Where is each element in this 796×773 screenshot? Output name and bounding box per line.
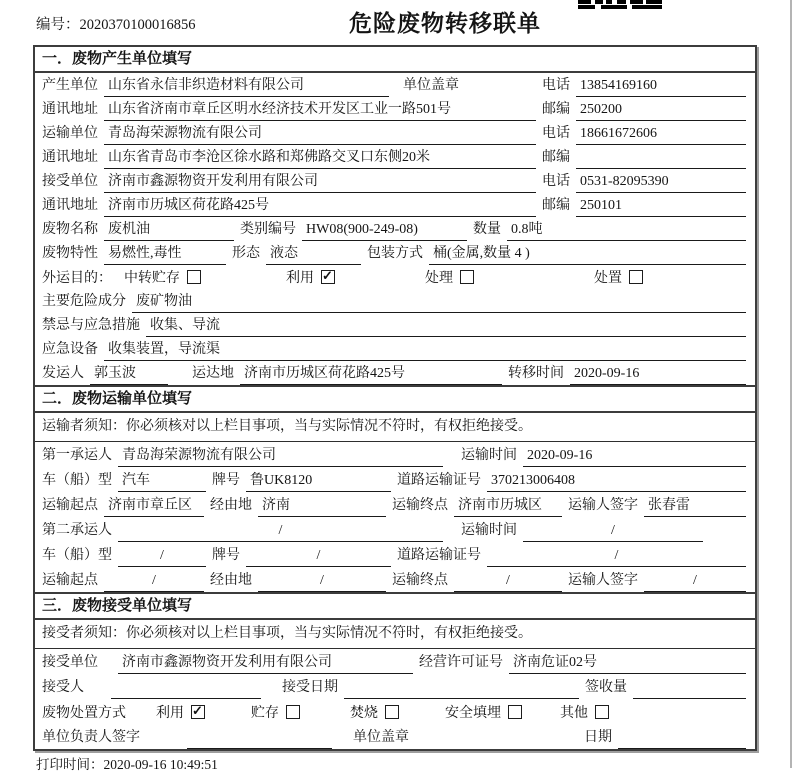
accept-date-label: 接受日期 xyxy=(282,680,338,695)
checkbox-icon xyxy=(508,705,522,719)
disposal-option-incinerate xyxy=(350,702,399,722)
checkbox-label: 处理 xyxy=(425,271,453,286)
page-title: 危险废物转移联单 xyxy=(349,10,541,36)
road-license-label: 道路运输证号 xyxy=(397,548,481,563)
print-time xyxy=(36,753,218,773)
route-row-1 xyxy=(35,492,755,517)
received-qty-label: 签收量 xyxy=(585,680,627,695)
via-2-value: / xyxy=(258,573,386,592)
vehicle-type-label: 车（船）型 xyxy=(42,548,112,563)
acceptor-value xyxy=(111,681,261,699)
vehicle-row-1 xyxy=(35,467,755,492)
permit-label: 经营许可证号 xyxy=(419,655,503,670)
address-label: 通讯地址 xyxy=(42,150,98,165)
accept-unit-value: 济南市鑫源物资开发利用有限公司 xyxy=(118,651,413,674)
print-time-label: 打印时间： xyxy=(36,757,104,772)
print-time-value: 2020-09-16 10:49:51 xyxy=(103,757,218,772)
receiver-unit-row xyxy=(35,169,755,193)
consignor-row xyxy=(35,361,755,385)
hazard-component-row xyxy=(35,289,755,313)
producer-zip-value: 250200 xyxy=(576,102,746,121)
received-qty-value xyxy=(633,681,746,699)
packing-label: 包装方式 xyxy=(367,246,423,261)
transport-phone-value: 18661672606 xyxy=(576,126,746,145)
end-label: 运输终点 xyxy=(392,573,448,588)
transport-unit-row xyxy=(35,121,755,145)
checkbox-label: 处置 xyxy=(594,271,622,286)
taboo-measures-row xyxy=(35,313,755,337)
transport-unit-value: 青岛海荣源物流有限公司 xyxy=(104,122,536,145)
accept-date-value xyxy=(344,681,579,699)
accept-unit-row xyxy=(35,649,755,674)
acceptor-row xyxy=(35,674,755,699)
via-label: 经由地 xyxy=(210,573,252,588)
plate-label: 牌号 xyxy=(212,548,240,563)
plate-label: 牌号 xyxy=(212,473,240,488)
carrier-sign-label: 运输人签字 xyxy=(568,573,638,588)
disposal-option-storage xyxy=(251,702,300,722)
destination-label: 运达地 xyxy=(192,366,234,381)
purpose-option-utilize xyxy=(286,267,335,287)
producer-address-row xyxy=(35,97,755,121)
transport-time-2-value: / xyxy=(523,523,703,542)
quantity-value: 0.8吨 xyxy=(507,218,746,241)
consignor-label: 发运人 xyxy=(42,366,84,381)
waste-name-label: 废物名称 xyxy=(42,222,98,237)
date-value xyxy=(618,731,746,749)
first-carrier-row xyxy=(35,442,755,467)
second-carrier-value: / xyxy=(118,523,443,542)
producer-unit-value: 山东省永信非织造材料有限公司 xyxy=(104,74,389,97)
acceptor-label: 接受人 xyxy=(42,680,84,695)
form-value: 液态 xyxy=(266,242,361,265)
road-license-value: 370213006408 xyxy=(487,473,746,492)
head-signature-value xyxy=(187,731,332,749)
receiver-zip-value: 250101 xyxy=(576,198,746,217)
waste-character-value: 易燃性,毒性 xyxy=(104,242,226,265)
carrier-sign-label: 运输人签字 xyxy=(568,498,638,513)
transport-time-label: 运输时间 xyxy=(461,448,517,463)
end-2-value: / xyxy=(454,573,562,592)
form-label: 形态 xyxy=(232,246,260,261)
zip-label: 邮编 xyxy=(542,198,570,213)
producer-unit-row xyxy=(35,73,755,97)
checkbox-label: 中转贮存 xyxy=(124,271,180,286)
carrier-sign-value: 张春雷 xyxy=(644,494,746,517)
quantity-label: 数量 xyxy=(473,222,501,237)
origin-value: 济南市章丘区 xyxy=(104,494,204,517)
page-edge-divider xyxy=(790,0,792,768)
producer-unit-label: 产生单位 xyxy=(42,78,98,93)
end-label: 运输终点 xyxy=(392,498,448,513)
hazard-component-value: 废矿物油 xyxy=(132,290,746,313)
disposal-method-row xyxy=(35,699,755,724)
section-3-header: 三．废物接受单位填写 xyxy=(35,592,755,620)
phone-label: 电话 xyxy=(542,78,570,93)
waste-character-label: 废物特性 xyxy=(42,246,98,261)
second-carrier-label: 第二承运人 xyxy=(42,523,112,538)
via-value: 济南 xyxy=(258,494,386,517)
receiver-unit-label: 接受单位 xyxy=(42,174,98,189)
checkbox-checked-icon xyxy=(321,270,335,284)
vehicle-row-2 xyxy=(35,542,755,567)
carrier-sign-2-value: / xyxy=(644,573,746,592)
end-value: 济南市历城区 xyxy=(454,494,562,517)
transporter-notice: 运输者须知：你必须核对以上栏目事项，当与实际情况不符时，有权拒绝接受。 xyxy=(35,413,755,442)
checkbox-icon xyxy=(385,705,399,719)
emergency-equipment-row xyxy=(35,337,755,361)
head-signature-label: 单位负责人签字 xyxy=(42,730,140,745)
purpose-label: 外运目的： xyxy=(42,271,112,286)
transport-time-value: 2020-09-16 xyxy=(523,448,746,467)
section-2-header: 二．废物运输单位填写 xyxy=(35,385,755,413)
first-carrier-value: 青岛海荣源物流有限公司 xyxy=(118,444,443,467)
vehicle-type-value: 汽车 xyxy=(118,469,206,492)
taboo-measures-value: 收集、导流 xyxy=(146,314,746,337)
receiver-address-row xyxy=(35,193,755,217)
permit-value: 济南危证02号 xyxy=(509,651,746,674)
plate-value: 鲁UK8120 xyxy=(246,469,391,492)
waste-character-row xyxy=(35,241,755,265)
disposal-option-utilize xyxy=(156,702,205,722)
checkbox-icon xyxy=(460,270,474,284)
disposal-option-other xyxy=(560,702,609,722)
checkbox-label: 其他 xyxy=(560,705,588,721)
category-code-value: HW08(900-249-08) xyxy=(302,222,467,241)
first-carrier-label: 第一承运人 xyxy=(42,448,112,463)
doc-number-value: 2020370100016856 xyxy=(79,17,196,33)
checkbox-label: 安全填埋 xyxy=(445,705,501,721)
purpose-option-dispose xyxy=(594,267,643,287)
address-label: 通讯地址 xyxy=(42,102,98,117)
transfer-time-value: 2020-09-16 xyxy=(570,366,746,385)
accept-unit-label: 接受单位 xyxy=(42,655,98,670)
checkbox-icon xyxy=(187,270,201,284)
waste-name-row xyxy=(35,217,755,241)
producer-phone-value: 13854169160 xyxy=(576,78,746,97)
checkbox-label: 利用 xyxy=(286,271,314,286)
packing-value: 桶(金属,数量 4 ) xyxy=(429,242,746,265)
vehicle-type-label: 车（船）型 xyxy=(42,473,112,488)
transport-address-value: 山东省青岛市李沧区徐水路和郑佛路交叉口东侧20米 xyxy=(104,146,536,169)
transfer-time-label: 转移时间 xyxy=(508,366,564,381)
category-code-label: 类别编号 xyxy=(240,222,296,237)
road-license-2-value: / xyxy=(487,548,746,567)
taboo-measures-label: 禁忌与应急措施 xyxy=(42,318,140,333)
receiver-notice: 接受者须知：你必须核对以上栏目事项，当与实际情况不符时，有权拒绝接受。 xyxy=(35,620,755,649)
unit-seal-label: 单位盖章 xyxy=(403,78,459,93)
date-label: 日期 xyxy=(584,730,612,745)
origin-2-value: / xyxy=(104,573,204,592)
emergency-equipment-label: 应急设备 xyxy=(42,342,98,357)
via-label: 经由地 xyxy=(210,498,252,513)
plate-2-value: / xyxy=(246,548,391,567)
purpose-option-transfer-storage xyxy=(124,267,201,287)
destination-value: 济南市历城区荷花路425号 xyxy=(240,362,502,385)
checkbox-label: 焚烧 xyxy=(350,705,378,721)
section-1-header: 一．废物产生单位填写 xyxy=(35,47,755,73)
receiver-unit-value: 济南市鑫源物资开发利用有限公司 xyxy=(104,170,536,193)
checkbox-label: 利用 xyxy=(156,705,184,721)
purpose-row xyxy=(35,265,755,289)
zip-label: 邮编 xyxy=(542,150,570,165)
route-row-2 xyxy=(35,567,755,592)
producer-address-value: 山东省济南市章丘区明水经济技术开发区工业一路501号 xyxy=(104,98,536,121)
origin-label: 运输起点 xyxy=(42,573,98,588)
hazard-component-label: 主要危险成分 xyxy=(42,294,126,309)
transport-address-row xyxy=(35,145,755,169)
phone-label: 电话 xyxy=(542,174,570,189)
transport-unit-label: 运输单位 xyxy=(42,126,98,141)
head-signature-row xyxy=(35,724,755,749)
transport-zip-value xyxy=(576,151,746,169)
transport-time-label: 运输时间 xyxy=(461,523,517,538)
unit-seal-label: 单位盖章 xyxy=(353,730,409,745)
purpose-option-treat xyxy=(425,267,474,287)
origin-label: 运输起点 xyxy=(42,498,98,513)
checkbox-label: 贮存 xyxy=(251,705,279,721)
checkbox-icon xyxy=(286,705,300,719)
address-label: 通讯地址 xyxy=(42,198,98,213)
waste-name-value: 废机油 xyxy=(104,218,234,241)
receiver-address-value: 济南市历城区荷花路425号 xyxy=(104,194,536,217)
receiver-phone-value: 0531-82095390 xyxy=(576,174,746,193)
second-carrier-row xyxy=(35,517,755,542)
emergency-equipment-value: 收集装置，导流渠 xyxy=(104,338,746,361)
qr-code-partial-icon xyxy=(578,0,662,10)
consignor-value: 郭玉波 xyxy=(90,362,168,385)
disposal-method-label: 废物处置方式 xyxy=(42,705,126,721)
doc-number-label: 编号： xyxy=(36,17,80,33)
checkbox-icon xyxy=(629,270,643,284)
phone-label: 电话 xyxy=(542,126,570,141)
checkbox-checked-icon xyxy=(191,705,205,719)
zip-label: 邮编 xyxy=(542,102,570,117)
disposal-option-landfill xyxy=(445,702,522,722)
manifest-table xyxy=(33,45,757,751)
vehicle-type-2-value: / xyxy=(118,548,206,567)
checkbox-icon xyxy=(595,705,609,719)
road-license-label: 道路运输证号 xyxy=(397,473,481,488)
